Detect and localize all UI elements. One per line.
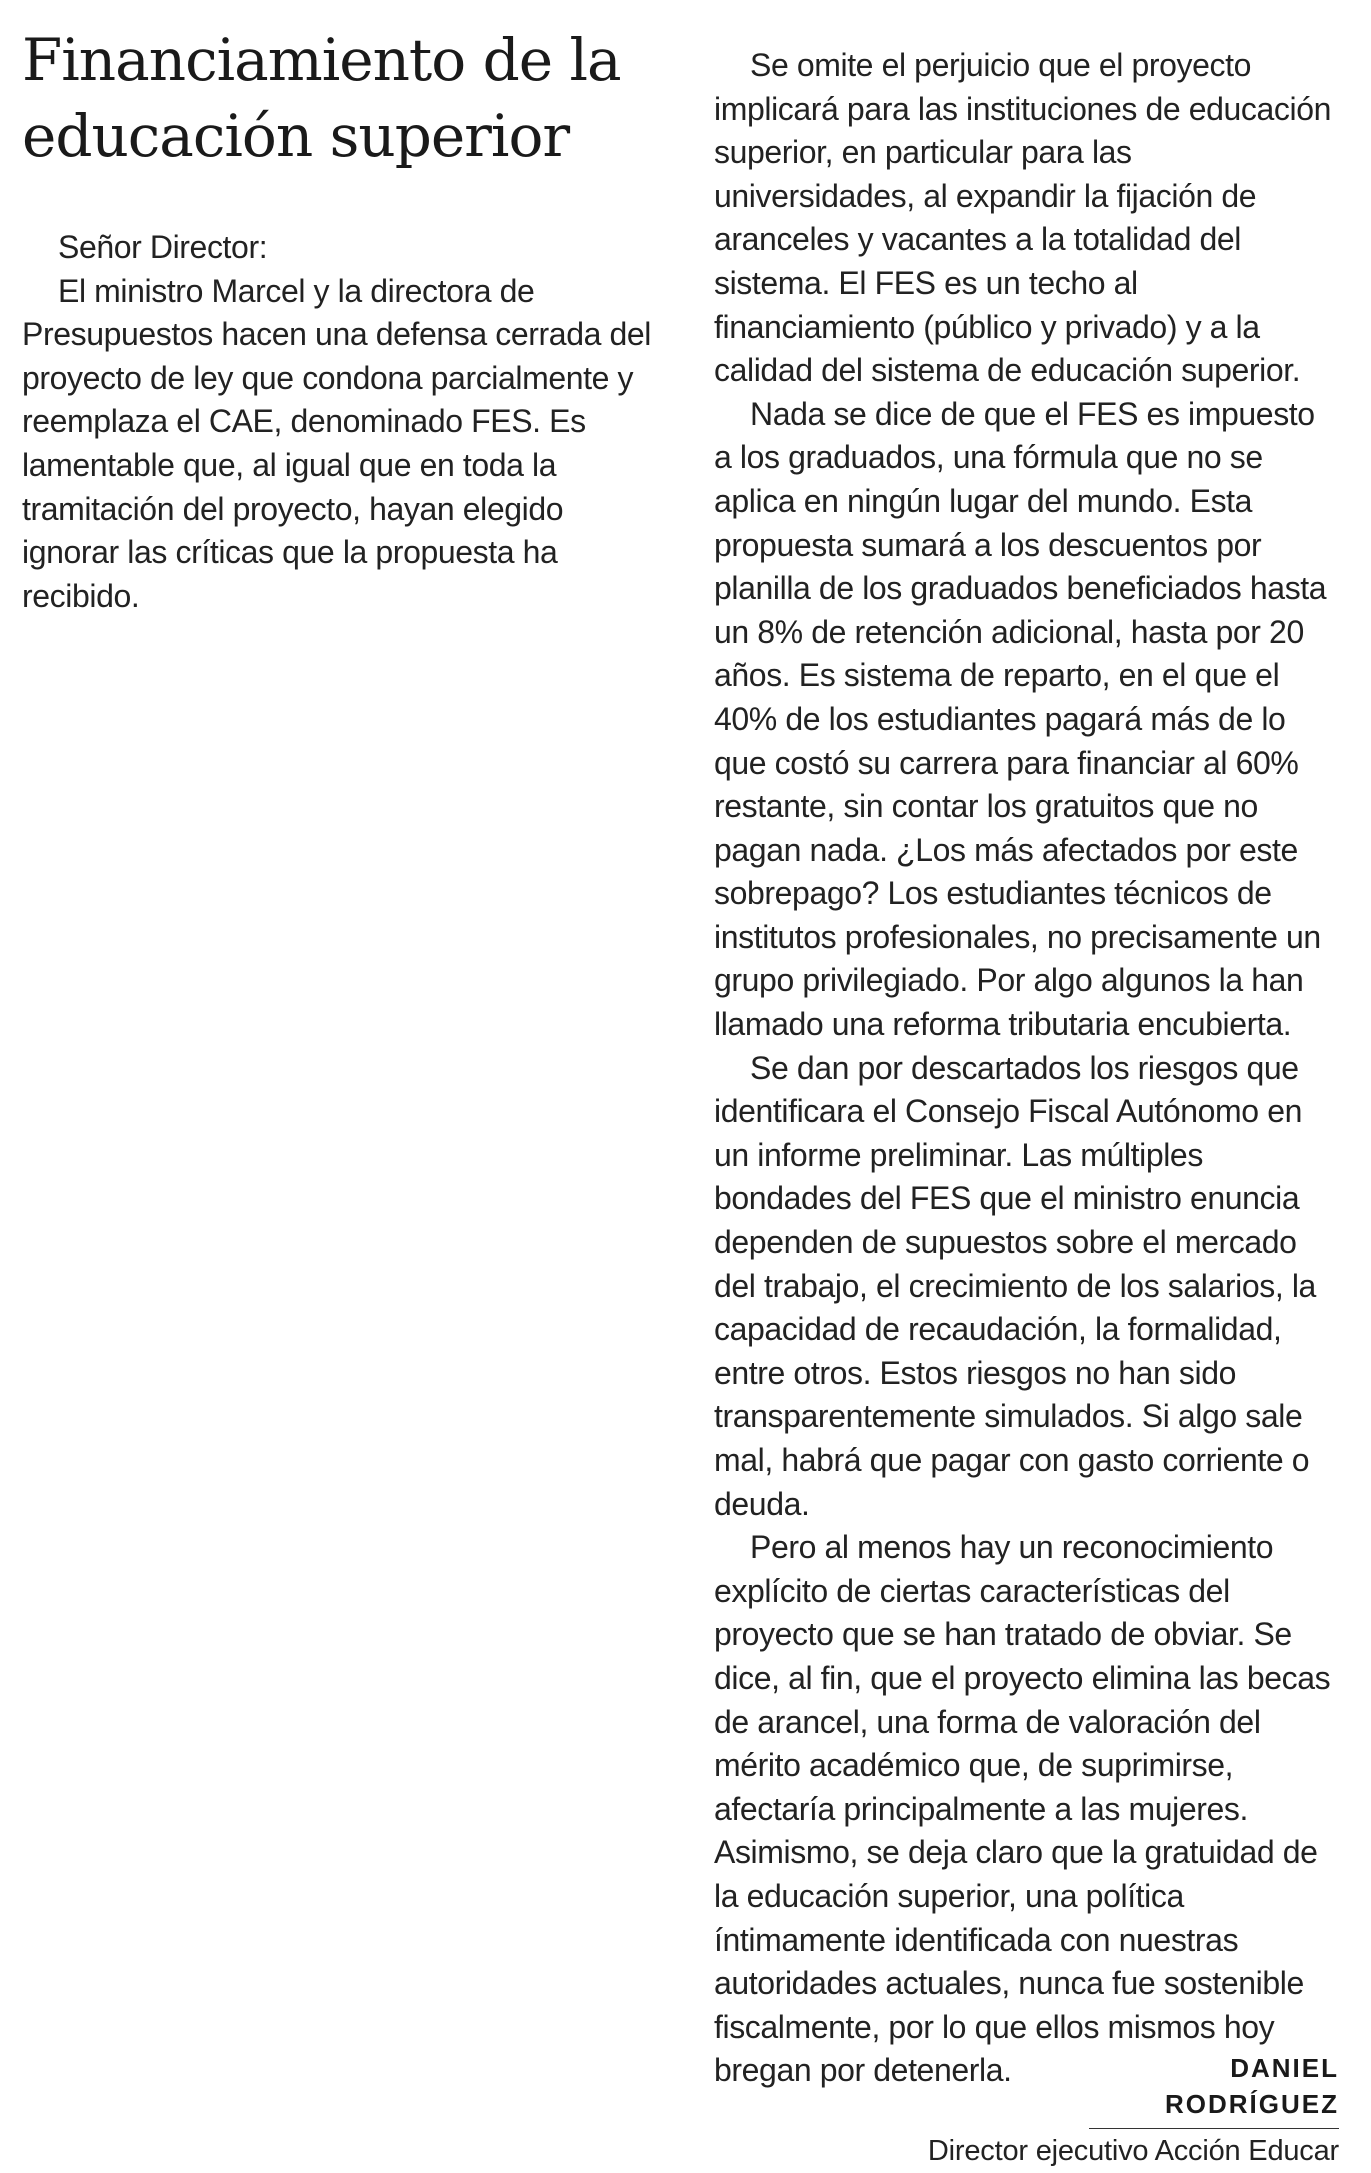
paragraph-2: Se omite el perjuicio que el proyecto implicará para las instituciones de educación superior, en particular para las universidades, al expandir la fijación de aranceles y vacantes a la totalidad del sistema. El FES es un techo al financiamiento (público y privado) y a la calidad del sistema de educación superior. [714, 47, 1332, 389]
right-column [714, 44, 1340, 2093]
author-name: DANIEL RODRÍGUEZ [1089, 2050, 1339, 2129]
letter-body-left [22, 226, 662, 618]
headline: Financiamiento de la educación superior [22, 26, 621, 170]
paragraph-1: El ministro Marcel y la directora de Presupuestos hacen una defensa cerrada del proyecto de ley que condona parcialmente y reemplaza el CAE, denominado FES. Es lamentable que, al igual que en toda la tramitación del proyecto, hayan elegido ignorar las críticas que la propuesta ha recibido. [22, 272, 651, 614]
paragraph-5: Pero al menos hay un reconocimiento explícito de ciertas características del proyecto que se han tratado de obviar. Se dice, al fin, que el proyecto elimina las becas de arancel, una forma de valoración del mérito académico que, de suprimirse, afectaría principalmente a las mujeres. Asimismo, se deja claro que la gratuidad de la educación superior, una política íntimamente identificada con nuestras autoridades actuales, nunca fue sostenible fiscalmente, por lo que ellos mismos hoy bregan por detenerla. [714, 1529, 1331, 2089]
paragraph-3: Nada se dice de que el FES es impuesto a los graduados, una fórmula que no se aplica en ningún lugar del mundo. Esta propuesta sumará a los descuentos por planilla de los graduados beneficiados hasta un 8% de retención adicional, hasta por 20 años. Es sistema de reparto, en el que el 40% de los estudiantes pagará más de lo que costó su carrera para financiar al 60% restante, sin contar los gratuitos que no pagan nada. ¿Los más afectados por este sobrepago? Los estudiantes técnicos de institutos profesionales, no precisamente un grupo privilegiado. Por algo algunos la han llamado una reforma tributaria encubierta. [714, 395, 1327, 1043]
author-role: Director ejecutivo Acción Educar [927, 2135, 1339, 2167]
salutation: Señor Director: [58, 229, 268, 265]
signature-block [699, 2050, 1339, 2173]
left-column [22, 22, 662, 618]
letter-body-right [714, 44, 1340, 2093]
paragraph-4: Se dan por descartados los riesgos que identificara el Consejo Fiscal Autónomo en un informe preliminar. Las múltiples bondades del FES que el ministro enuncia dependen de supuestos sobre el mercado del trabajo, el crecimiento de los salarios, la capacidad de recaudación, la formalidad, entre otros. Estos riesgos no han sido transparentemente simulados. Si algo sale mal, habrá que pagar con gasto corriente o deuda. [714, 1049, 1316, 1522]
